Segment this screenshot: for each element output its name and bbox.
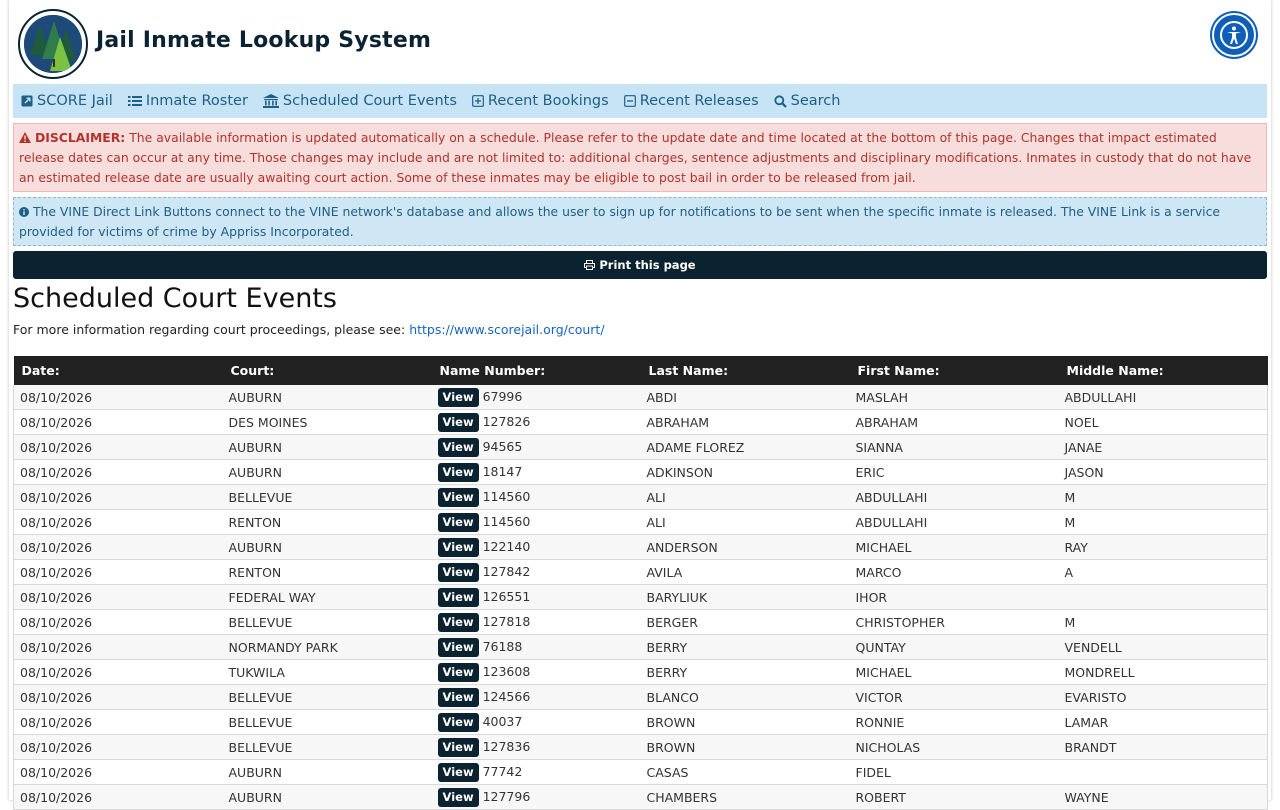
column-header-name-number[interactable]: Name Number:: [432, 356, 641, 385]
first-name-cell: MASLAH: [850, 385, 1059, 410]
disclaimer-text: The available information is updated automatically on a schedule. Please refer to the update date and time located at the bottom of this page. Changes that impact estimated release dates can occur at any time. Those changes may include and are not limited to: additional charges, sentence adjustments and disciplinary modifications. Inmates in custody that do not have an estimated release date are usually awaiting court action. Some of these inmates may be eligible to post bail in order to be released from jail.: [19, 130, 1252, 185]
view-button[interactable]: View: [438, 638, 479, 657]
first-name-cell: ABRAHAM: [850, 410, 1059, 435]
date-cell: 08/10/2026: [14, 510, 223, 535]
court-cell: BELLEVUE: [223, 610, 432, 635]
last-name-cell: BARYLIUK: [641, 585, 850, 610]
view-button[interactable]: View: [438, 463, 479, 482]
view-button[interactable]: View: [438, 663, 479, 682]
court-info-link[interactable]: https://www.scorejail.org/court/: [409, 322, 605, 337]
name-number-cell: [432, 535, 641, 560]
first-name-cell: ABDULLAHI: [850, 510, 1059, 535]
last-name-cell: CASAS: [641, 760, 850, 785]
date-cell: 08/10/2026: [14, 435, 223, 460]
first-name-cell: ROBERT: [850, 785, 1059, 810]
last-name-cell: BROWN: [641, 735, 850, 760]
last-name-cell: ANDERSON: [641, 535, 850, 560]
table-row: [14, 660, 1268, 685]
middle-name-cell: JANAE: [1059, 435, 1268, 460]
name-number-cell: [432, 685, 641, 710]
name-number-cell: [432, 710, 641, 735]
table-row: [14, 560, 1268, 585]
name-number-value: 94565: [482, 438, 523, 454]
name-number-value: 127826: [482, 413, 531, 429]
name-number-value: 77742: [482, 763, 523, 779]
name-number-value: 67996: [482, 388, 523, 404]
name-number-value: 127836: [482, 738, 531, 754]
nav-label: Scheduled Court Events: [282, 93, 457, 109]
printer-icon: [584, 260, 595, 270]
view-button[interactable]: View: [438, 738, 479, 757]
middle-name-cell: MONDRELL: [1059, 660, 1268, 685]
middle-name-cell: ABDULLAHI: [1059, 385, 1268, 410]
middle-name-cell: BRANDT: [1059, 735, 1268, 760]
view-button[interactable]: View: [438, 713, 479, 732]
page-container: [9, 0, 1271, 805]
last-name-cell: ALI: [641, 510, 850, 535]
print-page-button[interactable]: [13, 251, 1267, 279]
court-cell: TUKWILA: [223, 660, 432, 685]
table-row: [14, 585, 1268, 610]
accessibility-button[interactable]: [1212, 13, 1256, 57]
accessibility-icon: [1219, 20, 1249, 50]
plus-square-icon: [472, 95, 484, 107]
main-nav: [13, 84, 1267, 118]
column-header-last-name[interactable]: Last Name:: [641, 356, 850, 385]
view-button[interactable]: View: [438, 788, 479, 807]
name-number-value: 123608: [482, 663, 531, 679]
first-name-cell: CHRISTOPHER: [850, 610, 1059, 635]
nav-inmate-roster[interactable]: [128, 93, 248, 109]
last-name-cell: BERRY: [641, 660, 850, 685]
search-icon: [774, 95, 787, 108]
last-name-cell: BROWN: [641, 710, 850, 735]
vine-info-alert: [13, 197, 1267, 246]
middle-name-cell: JASON: [1059, 460, 1268, 485]
print-label: Print this page: [599, 258, 696, 272]
middle-name-cell: RAY: [1059, 535, 1268, 560]
disclaimer-alert: [13, 123, 1267, 192]
table-row: [14, 510, 1268, 535]
middle-name-cell: EVARISTO: [1059, 685, 1268, 710]
court-cell: NORMANDY PARK: [223, 635, 432, 660]
middle-name-cell: M: [1059, 485, 1268, 510]
date-cell: 08/10/2026: [14, 535, 223, 560]
view-button[interactable]: View: [438, 613, 479, 632]
date-cell: 08/10/2026: [14, 485, 223, 510]
info-icon: [19, 207, 29, 217]
last-name-cell: BLANCO: [641, 685, 850, 710]
table-row: [14, 610, 1268, 635]
court-cell: RENTON: [223, 510, 432, 535]
table-row: [14, 435, 1268, 460]
table-row: [14, 785, 1268, 810]
court-cell: BELLEVUE: [223, 710, 432, 735]
first-name-cell: MICHAEL: [850, 535, 1059, 560]
court-cell: AUBURN: [223, 435, 432, 460]
site-header: [9, 0, 1271, 84]
last-name-cell: ADKINSON: [641, 460, 850, 485]
name-number-value: 126551: [482, 588, 531, 604]
last-name-cell: CHAMBERS: [641, 785, 850, 810]
middle-name-cell: [1059, 760, 1268, 785]
date-cell: 08/10/2026: [14, 660, 223, 685]
court-cell: DES MOINES: [223, 410, 432, 435]
name-number-cell: [432, 610, 641, 635]
list-icon: [128, 95, 142, 107]
nav-search[interactable]: [774, 93, 841, 109]
table-row: [14, 460, 1268, 485]
table-row: [14, 535, 1268, 560]
name-number-cell: [432, 585, 641, 610]
last-name-cell: BERGER: [641, 610, 850, 635]
first-name-cell: VICTOR: [850, 685, 1059, 710]
middle-name-cell: LAMAR: [1059, 710, 1268, 735]
last-name-cell: ABDI: [641, 385, 850, 410]
table-row: [14, 685, 1268, 710]
name-number-cell: [432, 485, 641, 510]
date-cell: 08/10/2026: [14, 610, 223, 635]
name-number-cell: [432, 460, 641, 485]
court-info-label: For more information regarding court proceedings, please see:: [13, 322, 406, 337]
view-button[interactable]: View: [438, 588, 479, 607]
first-name-cell: FIDEL: [850, 760, 1059, 785]
table-body: [14, 385, 1268, 810]
view-button[interactable]: View: [438, 763, 479, 782]
name-number-value: 127842: [482, 563, 531, 579]
disclaimer-heading: DISCLAIMER:: [34, 130, 126, 145]
nav-label: Inmate Roster: [145, 93, 248, 109]
column-header-date[interactable]: Date:: [14, 356, 223, 385]
court-events-table: [13, 356, 1267, 810]
middle-name-cell: A: [1059, 560, 1268, 585]
date-cell: 08/10/2026: [14, 735, 223, 760]
court-cell: AUBURN: [223, 460, 432, 485]
court-cell: BELLEVUE: [223, 485, 432, 510]
name-number-value: 18147: [482, 463, 523, 479]
date-cell: 08/10/2026: [14, 635, 223, 660]
name-number-cell: [432, 660, 641, 685]
nav-score-jail[interactable]: [21, 93, 113, 109]
site-logo[interactable]: [18, 9, 88, 79]
column-header-middle-name[interactable]: Middle Name:: [1059, 356, 1268, 385]
date-cell: 08/10/2026: [14, 760, 223, 785]
court-info-text: [13, 322, 605, 337]
name-number-cell: [432, 560, 641, 585]
name-number-value: 114560: [482, 513, 531, 529]
last-name-cell: AVILA: [641, 560, 850, 585]
name-number-value: 122140: [482, 538, 531, 554]
middle-name-cell: M: [1059, 610, 1268, 635]
table-row: [14, 385, 1268, 410]
last-name-cell: BERRY: [641, 635, 850, 660]
pine-trees-icon: [24, 15, 82, 73]
court-cell: RENTON: [223, 560, 432, 585]
table-row: [14, 635, 1268, 660]
first-name-cell: MARCO: [850, 560, 1059, 585]
table-header-row: [14, 356, 1268, 385]
first-name-cell: RONNIE: [850, 710, 1059, 735]
date-cell: 08/10/2026: [14, 710, 223, 735]
view-button[interactable]: View: [438, 488, 479, 507]
date-cell: 08/10/2026: [14, 385, 223, 410]
court-cell: AUBURN: [223, 785, 432, 810]
external-link-icon: [21, 95, 33, 107]
nav-recent-bookings[interactable]: [472, 93, 609, 109]
nav-label: Recent Releases: [639, 93, 759, 109]
view-button[interactable]: View: [438, 388, 479, 407]
date-cell: 08/10/2026: [14, 460, 223, 485]
table-row: [14, 710, 1268, 735]
nav-label: Search: [790, 93, 841, 109]
court-cell: BELLEVUE: [223, 685, 432, 710]
name-number-cell: [432, 385, 641, 410]
first-name-cell: IHOR: [850, 585, 1059, 610]
last-name-cell: ADAME FLOREZ: [641, 435, 850, 460]
name-number-value: 114560: [482, 488, 531, 504]
view-button[interactable]: View: [438, 563, 479, 582]
minus-square-icon: [624, 95, 636, 107]
name-number-value: 76188: [482, 638, 523, 654]
column-header-court[interactable]: Court:: [223, 356, 432, 385]
first-name-cell: SIANNA: [850, 435, 1059, 460]
date-cell: 08/10/2026: [14, 685, 223, 710]
date-cell: 08/10/2026: [14, 410, 223, 435]
first-name-cell: NICHOLAS: [850, 735, 1059, 760]
name-number-value: 127818: [482, 613, 531, 629]
first-name-cell: MICHAEL: [850, 660, 1059, 685]
court-cell: AUBURN: [223, 760, 432, 785]
nav-label: SCORE Jail: [37, 93, 113, 109]
name-number-cell: [432, 635, 641, 660]
column-header-first-name[interactable]: First Name:: [850, 356, 1059, 385]
name-number-value: 124566: [482, 688, 531, 704]
middle-name-cell: WAYNE: [1059, 785, 1268, 810]
court-cell: AUBURN: [223, 385, 432, 410]
warning-icon: [19, 132, 31, 143]
courthouse-icon: [263, 94, 279, 108]
name-number-cell: [432, 410, 641, 435]
first-name-cell: QUNTAY: [850, 635, 1059, 660]
last-name-cell: ABRAHAM: [641, 410, 850, 435]
first-name-cell: ERIC: [850, 460, 1059, 485]
nav-label: Recent Bookings: [487, 93, 609, 109]
site-title: Jail Inmate Lookup System: [96, 28, 432, 53]
view-button[interactable]: View: [438, 438, 479, 457]
name-number-cell: [432, 435, 641, 460]
page-title: Scheduled Court Events: [13, 283, 337, 314]
name-number-value: 127796: [482, 788, 531, 804]
nav-scheduled-court-events[interactable]: [263, 93, 457, 109]
table-row: [14, 735, 1268, 760]
middle-name-cell: VENDELL: [1059, 635, 1268, 660]
middle-name-cell: [1059, 585, 1268, 610]
date-cell: 08/10/2026: [14, 785, 223, 810]
date-cell: 08/10/2026: [14, 585, 223, 610]
vine-info-text: The VINE Direct Link Buttons connect to the VINE network's database and allows the user to sign up for notifications to be sent when the specific inmate is released. The VINE Link is a service provided for victims of crime by Appriss Incorporated.: [19, 204, 1221, 239]
name-number-cell: [432, 760, 641, 785]
middle-name-cell: NOEL: [1059, 410, 1268, 435]
name-number-cell: [432, 735, 641, 760]
court-cell: BELLEVUE: [223, 735, 432, 760]
name-number-cell: [432, 510, 641, 535]
view-button[interactable]: View: [438, 538, 479, 557]
first-name-cell: ABDULLAHI: [850, 485, 1059, 510]
table-row: [14, 485, 1268, 510]
view-button[interactable]: View: [438, 513, 479, 532]
date-cell: 08/10/2026: [14, 560, 223, 585]
middle-name-cell: M: [1059, 510, 1268, 535]
name-number-cell: [432, 785, 641, 810]
view-button[interactable]: View: [438, 413, 479, 432]
nav-recent-releases[interactable]: [624, 93, 759, 109]
court-cell: FEDERAL WAY: [223, 585, 432, 610]
last-name-cell: ALI: [641, 485, 850, 510]
table-row: [14, 760, 1268, 785]
view-button[interactable]: View: [438, 688, 479, 707]
name-number-value: 40037: [482, 713, 523, 729]
court-cell: AUBURN: [223, 535, 432, 560]
table-row: [14, 410, 1268, 435]
